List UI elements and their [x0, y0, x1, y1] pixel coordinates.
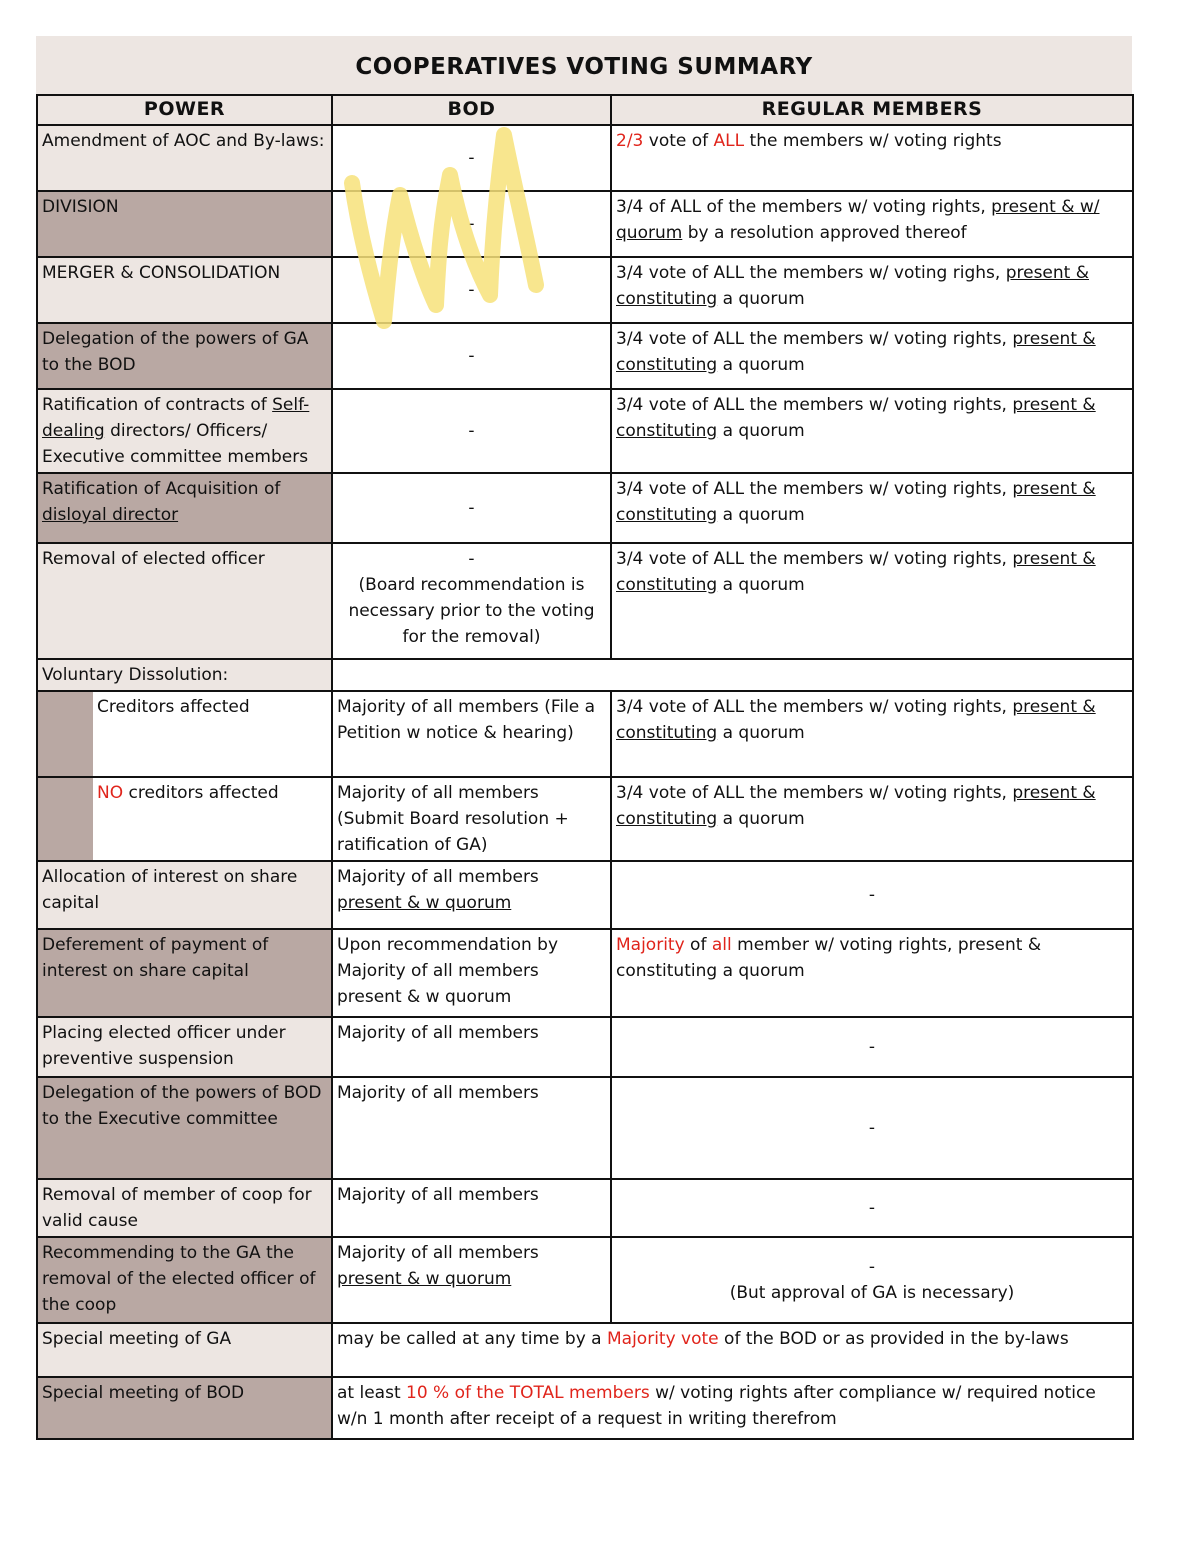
bod-cell: - — [332, 323, 611, 389]
merged-cell: at least 10 % of the TOTAL members w/ voting rights after compliance w/ required notice w/n 1 month after receipt of a request in writing therefrom — [332, 1377, 1133, 1439]
power-cell: DIVISION — [37, 191, 332, 257]
power-cell: Delegation of the powers of GA to the BOD — [37, 323, 332, 389]
indent-cell — [37, 777, 93, 861]
power-cell: NO creditors affected — [93, 777, 332, 861]
voting-summary-sheet — [36, 36, 1132, 1440]
table-row — [37, 1077, 1133, 1179]
header-power: POWER — [37, 95, 332, 125]
power-cell: Removal of elected officer — [37, 543, 332, 659]
bod-cell: Majority of all members (Submit Board resolution + ratification of GA) — [332, 777, 611, 861]
table-row — [37, 1179, 1133, 1237]
indent-cell — [37, 691, 93, 777]
table-row — [37, 389, 1133, 473]
header-bod: BOD — [332, 95, 611, 125]
table-row — [37, 691, 1133, 777]
header-regular: REGULAR MEMBERS — [611, 95, 1133, 125]
bod-cell: - — [332, 257, 611, 323]
table-row — [37, 861, 1133, 929]
regular-cell: - — [611, 861, 1133, 929]
bod-cell: Majority of all members — [332, 1077, 611, 1179]
voting-table — [36, 94, 1134, 1440]
table-row — [37, 1377, 1133, 1439]
table-row — [37, 1237, 1133, 1323]
regular-cell: 3/4 vote of ALL the members w/ voting rights, present & constituting a quorum — [611, 473, 1133, 543]
table-row — [37, 543, 1133, 659]
page-title: COOPERATIVES VOTING SUMMARY — [355, 54, 813, 80]
table-row — [37, 323, 1133, 389]
regular-cell: 2/3 vote of ALL the members w/ voting rights — [611, 125, 1133, 191]
bod-cell: - — [332, 191, 611, 257]
empty-cell — [332, 659, 1133, 691]
bod-cell: Majority of all members (File a Petition w notice & hearing) — [332, 691, 611, 777]
power-cell: MERGER & CONSOLIDATION — [37, 257, 332, 323]
regular-cell: 3/4 vote of ALL the members w/ voting rights, present & constituting a quorum — [611, 323, 1133, 389]
power-cell: Ratification of Acquisition of disloyal director — [37, 473, 332, 543]
table-row — [37, 1323, 1133, 1377]
table-row — [37, 473, 1133, 543]
power-cell: Special meeting of BOD — [37, 1377, 332, 1439]
bod-cell: - — [332, 389, 611, 473]
regular-cell: - — [611, 1017, 1133, 1077]
bod-cell: Majority of all members present & w quorum — [332, 861, 611, 929]
table-row — [37, 257, 1133, 323]
power-cell: Voluntary Dissolution: — [37, 659, 332, 691]
table-row — [37, 659, 1133, 691]
power-cell: Ratification of contracts of Self-dealing directors/ Officers/ Executive committee members — [37, 389, 332, 473]
regular-cell: 3/4 vote of ALL the members w/ voting righs, present & constituting a quorum — [611, 257, 1133, 323]
regular-cell: Majority of all member w/ voting rights, present & constituting a quorum — [611, 929, 1133, 1017]
regular-cell: 3/4 vote of ALL the members w/ voting rights, present & constituting a quorum — [611, 691, 1133, 777]
table-row — [37, 191, 1133, 257]
power-cell: Recommending to the GA the removal of the elected officer of the coop — [37, 1237, 332, 1323]
table-row — [37, 929, 1133, 1017]
power-cell: Amendment of AOC and By-laws: — [37, 125, 332, 191]
bod-cell: Majority of all members — [332, 1017, 611, 1077]
bod-cell: Upon recommendation by Majority of all members present & w quorum — [332, 929, 611, 1017]
table-row — [37, 1017, 1133, 1077]
regular-cell: 3/4 of ALL of the members w/ voting rights, present & w/ quorum by a resolution approved thereof — [611, 191, 1133, 257]
power-cell: Creditors affected — [93, 691, 332, 777]
regular-cell: 3/4 vote of ALL the members w/ voting rights, present & constituting a quorum — [611, 777, 1133, 861]
regular-cell: 3/4 vote of ALL the members w/ voting rights, present & constituting a quorum — [611, 389, 1133, 473]
table-row — [37, 777, 1133, 861]
regular-cell: 3/4 vote of ALL the members w/ voting rights, present & constituting a quorum — [611, 543, 1133, 659]
title-bar — [36, 36, 1132, 94]
table-row — [37, 125, 1133, 191]
regular-cell: - (But approval of GA is necessary) — [611, 1237, 1133, 1323]
regular-cell: - — [611, 1179, 1133, 1237]
power-cell: Allocation of interest on share capital — [37, 861, 332, 929]
power-cell: Special meeting of GA — [37, 1323, 332, 1377]
bod-cell: - — [332, 473, 611, 543]
power-cell: Removal of member of coop for valid cause — [37, 1179, 332, 1237]
power-cell: Deferement of payment of interest on share capital — [37, 929, 332, 1017]
power-cell: Delegation of the powers of BOD to the Executive committee — [37, 1077, 332, 1179]
bod-cell: - — [332, 125, 611, 191]
power-cell: Placing elected officer under preventive suspension — [37, 1017, 332, 1077]
bod-cell: - (Board recommendation is necessary prior to the voting for the removal) — [332, 543, 611, 659]
header-row — [37, 95, 1133, 125]
bod-cell: Majority of all members — [332, 1179, 611, 1237]
merged-cell: may be called at any time by a Majority vote of the BOD or as provided in the by-laws — [332, 1323, 1133, 1377]
bod-cell: Majority of all members present & w quorum — [332, 1237, 611, 1323]
regular-cell: - — [611, 1077, 1133, 1179]
